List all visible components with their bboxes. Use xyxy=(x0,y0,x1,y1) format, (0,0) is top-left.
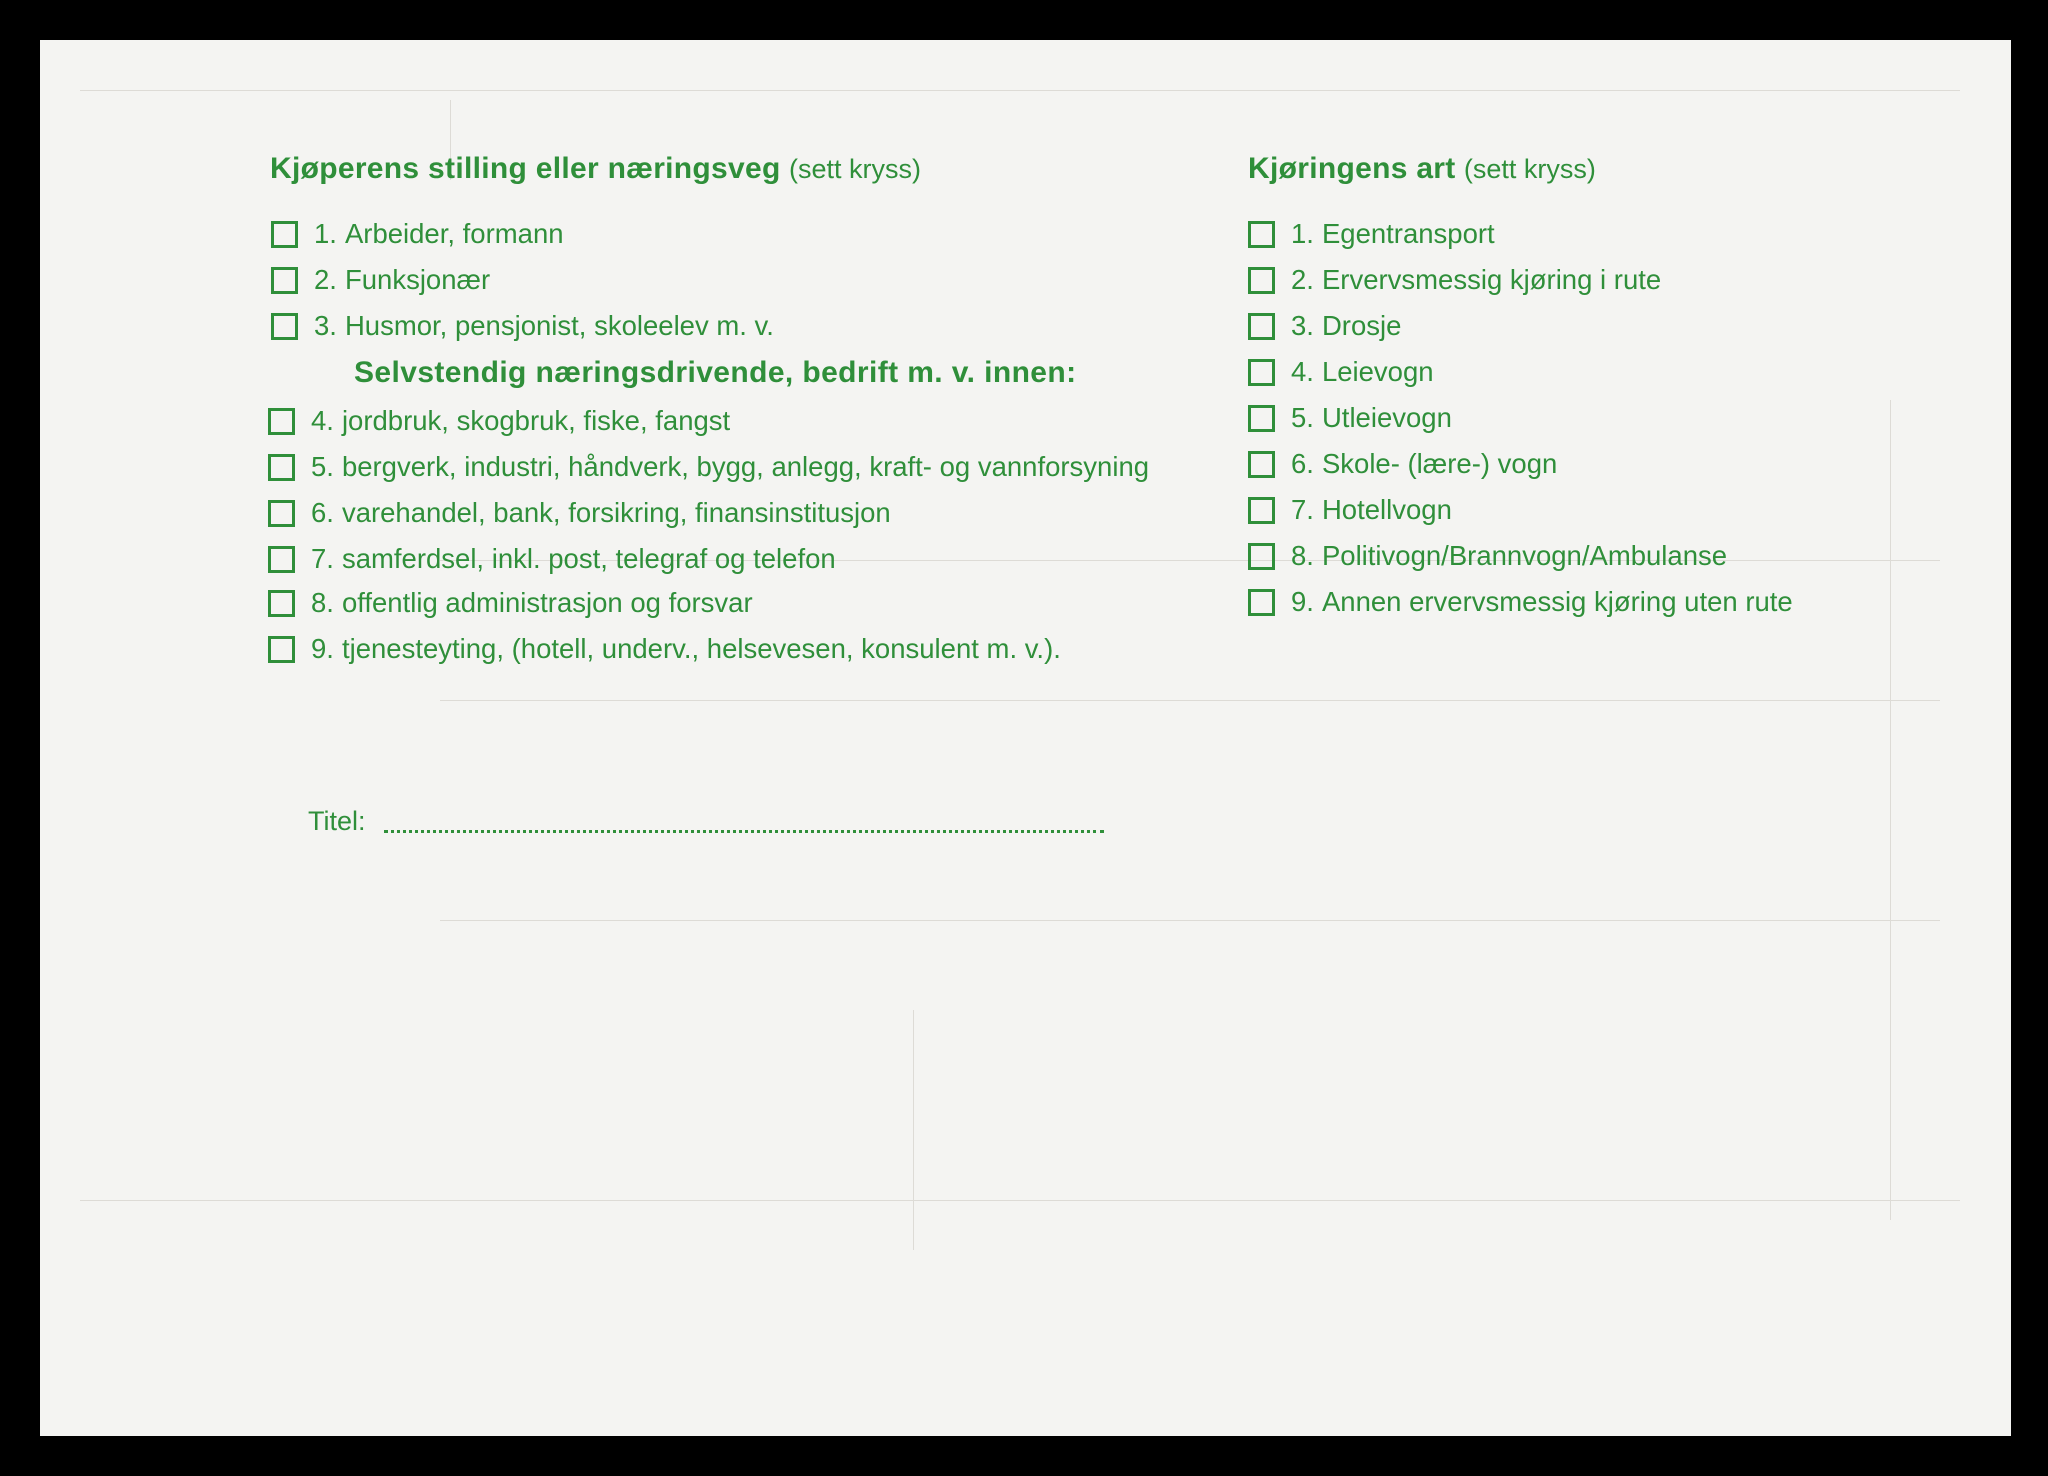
option-label: Funksjonær xyxy=(344,264,491,295)
occupation-option-7[interactable]: 7. samferdsel, inkl. post, telegraf og telefon xyxy=(268,541,836,577)
occupation-option-3[interactable]: 3. Husmor, pensjonist, skoleelev m. v. xyxy=(271,308,774,344)
driving-option-3[interactable]: 3. Drosje xyxy=(1248,308,1401,344)
occupation-option-2[interactable]: 2. Funksjonær xyxy=(271,262,490,298)
checkbox[interactable] xyxy=(268,546,295,573)
driving-option-6[interactable]: 6. Skole- (lære-) vogn xyxy=(1248,446,1557,482)
title-field-label: Titel: xyxy=(308,806,366,836)
driving-option-5[interactable]: 5. Utleievogn xyxy=(1248,400,1452,436)
checkbox[interactable] xyxy=(271,221,298,248)
option-label: varehandel, bank, forsikring, finansinstitusjon xyxy=(341,497,891,528)
checkbox[interactable] xyxy=(1248,405,1275,432)
driving-option-1[interactable]: 1. Egentransport xyxy=(1248,216,1495,252)
checkbox[interactable] xyxy=(268,408,295,435)
self-employed-subheading: Selvstendig næringsdrivende, bedrift m. v. innen: xyxy=(354,356,1077,389)
bleed-line xyxy=(440,920,1940,921)
option-label: Hotellvogn xyxy=(1321,494,1452,525)
occupation-option-5[interactable]: 5. bergverk, industri, håndverk, bygg, anlegg, kraft- og vannforsyning xyxy=(268,449,1149,485)
option-label: Utleievogn xyxy=(1321,402,1452,433)
option-label: Annen ervervsmessig kjøring uten rute xyxy=(1321,586,1793,617)
driving-option-2[interactable]: 2. Ervervsmessig kjøring i rute xyxy=(1248,262,1661,298)
checkbox[interactable] xyxy=(1248,359,1275,386)
checkbox[interactable] xyxy=(1248,589,1275,616)
title-field-line[interactable] xyxy=(384,830,1104,833)
bleed-line xyxy=(80,1200,1960,1201)
checkbox[interactable] xyxy=(1248,221,1275,248)
driving-option-4[interactable]: 4. Leievogn xyxy=(1248,354,1434,390)
form-sheet xyxy=(40,40,2011,1436)
checkbox[interactable] xyxy=(268,590,295,617)
bleed-line xyxy=(1890,400,1891,1220)
checkbox[interactable] xyxy=(268,636,295,663)
buyer-occupation-heading: Kjøperens stilling eller næringsveg (sett kryss) xyxy=(270,152,921,185)
bleed-line xyxy=(440,700,1940,701)
occupation-option-8[interactable]: 8. offentlig administrasjon og forsvar xyxy=(268,585,753,621)
checkbox[interactable] xyxy=(268,500,295,527)
option-label: Leievogn xyxy=(1321,356,1434,387)
option-label: Egentransport xyxy=(1321,218,1495,249)
occupation-option-4[interactable]: 4. jordbruk, skogbruk, fiske, fangst xyxy=(268,403,730,439)
occupation-option-1[interactable]: 1. Arbeider, formann xyxy=(271,216,564,252)
option-label: offentlig administrasjon og forsvar xyxy=(341,587,753,618)
option-label: Politivogn/Brannvogn/Ambulanse xyxy=(1321,540,1728,571)
option-label: jordbruk, skogbruk, fiske, fangst xyxy=(341,405,731,436)
checkbox[interactable] xyxy=(271,267,298,294)
driving-option-7[interactable]: 7. Hotellvogn xyxy=(1248,492,1452,528)
bleed-line xyxy=(913,1010,914,1250)
option-label: tjenesteyting, (hotell, underv., helsevesen, konsulent m. v.). xyxy=(341,633,1061,664)
option-label: Arbeider, formann xyxy=(344,218,564,249)
option-label: samferdsel, inkl. post, telegraf og telefon xyxy=(341,543,836,574)
option-label: Drosje xyxy=(1321,310,1402,341)
checkbox[interactable] xyxy=(1248,451,1275,478)
checkbox[interactable] xyxy=(271,313,298,340)
checkbox[interactable] xyxy=(1248,497,1275,524)
option-label: bergverk, industri, håndverk, bygg, anlegg, kraft- og vannforsyning xyxy=(341,451,1150,482)
option-label: Ervervsmessig kjøring i rute xyxy=(1321,264,1662,295)
driving-option-8[interactable]: 8. Politivogn/Brannvogn/Ambulanse xyxy=(1248,538,1727,574)
occupation-option-6[interactable]: 6. varehandel, bank, forsikring, finansinstitusjon xyxy=(268,495,891,531)
bleed-line xyxy=(80,90,1960,91)
driving-option-9[interactable]: 9. Annen ervervsmessig kjøring uten rute xyxy=(1248,584,1793,620)
checkbox[interactable] xyxy=(1248,313,1275,340)
checkbox[interactable] xyxy=(1248,267,1275,294)
checkbox[interactable] xyxy=(1248,543,1275,570)
option-label: Husmor, pensjonist, skoleelev m. v. xyxy=(344,310,774,341)
checkbox[interactable] xyxy=(268,454,295,481)
occupation-option-9[interactable]: 9. tjenesteyting, (hotell, underv., helsevesen, konsulent m. v.). xyxy=(268,631,1061,667)
option-label: Skole- (lære-) vogn xyxy=(1321,448,1558,479)
driving-type-heading: Kjøringens art (sett kryss) xyxy=(1248,152,1596,185)
